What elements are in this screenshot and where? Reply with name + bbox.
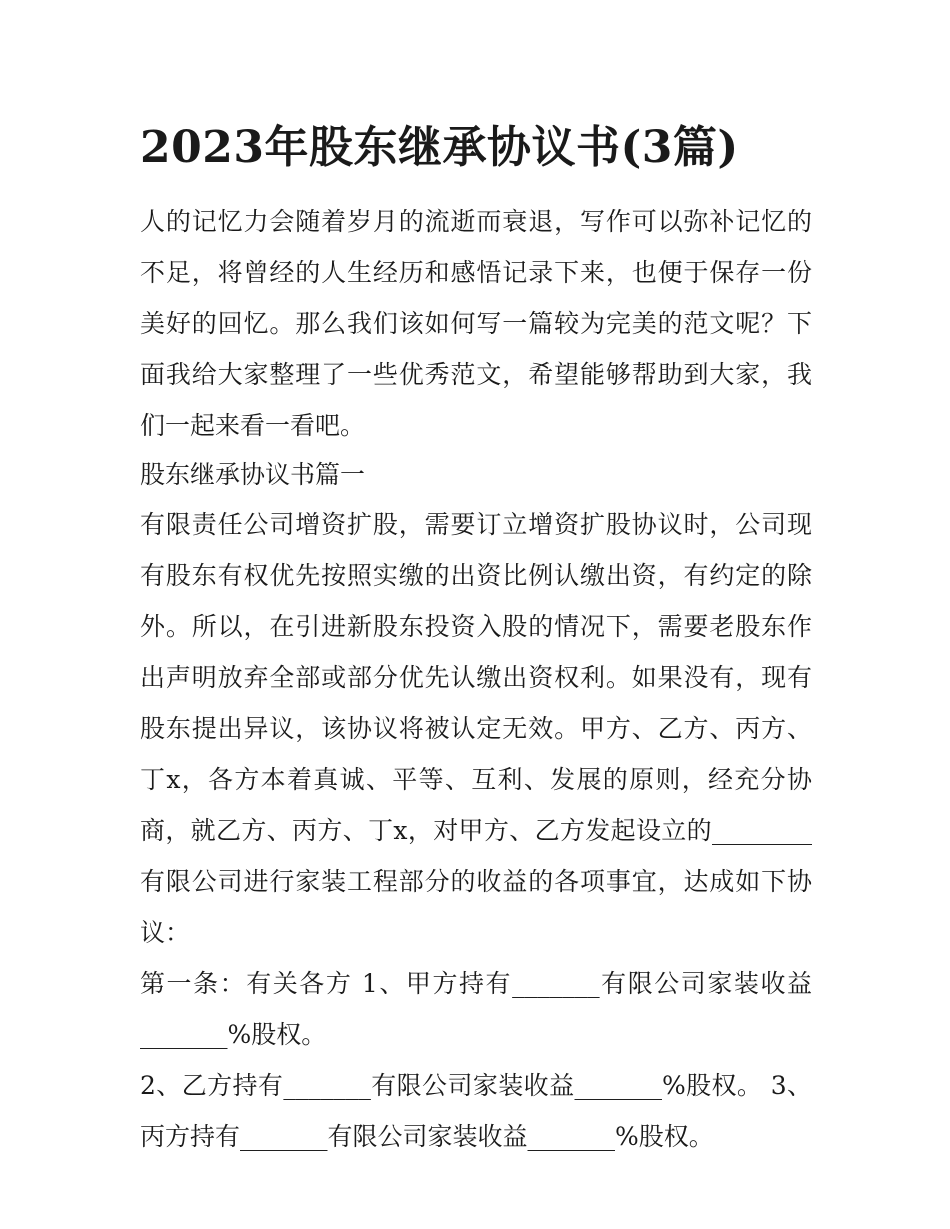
shareholding-paragraph: 2、乙方持有_______有限公司家装收益_______%股权。 3、丙方持有_______有限公司家装收益_______%股权。 (140, 1071, 812, 1151)
agreement-paragraph: 有限责任公司增资扩股，需要订立增资扩股协议时，公司现有股东有权优先按照实缴的出资比例认缴出资，有约定的除外。所以，在引进新股东投资入股的情况下，需要老股东作出声明放弃全部或部分优先认缴出资权利。如果没有，现有股东提出异议，该协议将被认定无效。甲方、乙方、丙方、丁x，各方本着真诚、平等、互利、发展的原则，经充分协商，就乙方、丙方、丁x，对甲方、乙方发起设立的________有限公司进行家装工程部分的收益的各项事宜，达成如下协议： (140, 510, 812, 947)
section-heading: 股东继承协议书篇一 (140, 460, 366, 489)
document-title: 2023年股东继承协议书(3篇) (140, 122, 739, 173)
document-body (140, 196, 812, 1162)
intro-paragraph: 人的记忆力会随着岁月的流逝而衰退，写作可以弥补记忆的不足，将曾经的人生经历和感悟记录下来，也便于保存一份美好的回忆。那么我们该如何写一篇较为完美的范文呢？下面我给大家整理了一些优秀范文，希望能够帮助到大家，我们一起来看一看吧。 (140, 207, 812, 440)
article-one-paragraph: 第一条：有关各方 1、甲方持有_______有限公司家装收益_______%股权。 (140, 969, 812, 1049)
